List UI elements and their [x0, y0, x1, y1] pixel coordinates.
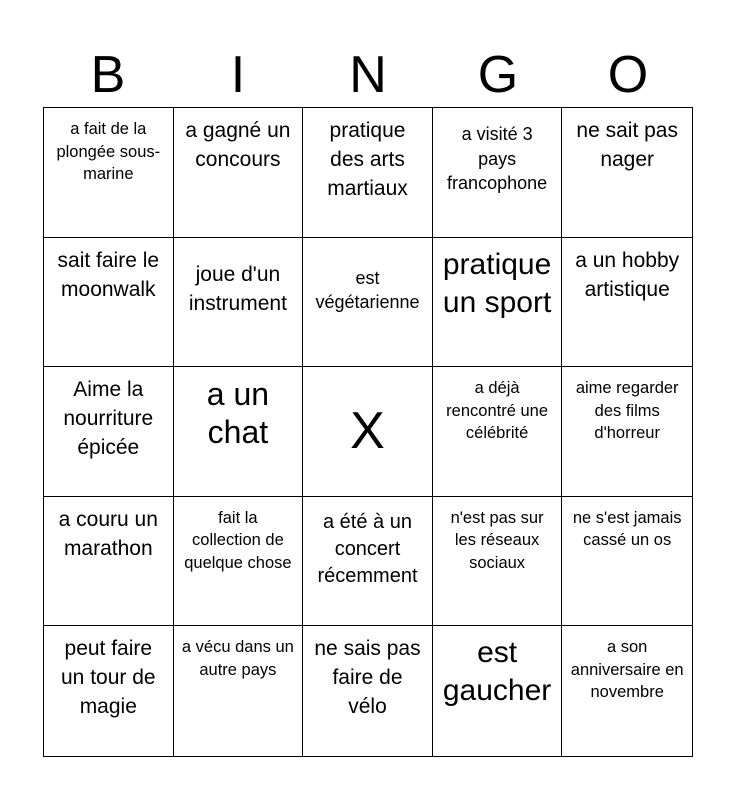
bingo-cell-r3-c4[interactable]: [433, 367, 563, 497]
bingo-cell-r5-c5[interactable]: [562, 626, 692, 756]
bingo-board: [43, 107, 693, 757]
cell-label: a vécu dans un autre pays: [181, 638, 294, 679]
bingo-header: [43, 44, 693, 106]
cell-label: peut faire un tour de magie: [61, 637, 156, 719]
bingo-cell-r1-c5[interactable]: [562, 108, 692, 238]
cell-label: fait la collection de quelque chose: [184, 508, 292, 572]
bingo-cell-r4-c4[interactable]: [433, 497, 563, 627]
cell-label: ne sait pas nager: [576, 119, 678, 171]
bingo-cell-r5-c4[interactable]: [433, 626, 563, 756]
bingo-cell-r5-c3[interactable]: [303, 626, 433, 756]
cell-label: aime regarder des films d'horreur: [575, 379, 679, 443]
bingo-cell-r4-c2[interactable]: [174, 497, 304, 627]
header-letter-b: B: [90, 46, 126, 104]
bingo-cell-r1-c1[interactable]: [44, 108, 174, 238]
cell-label: est végétarienne: [315, 267, 420, 313]
cell-label: ne s'est jamais cassé un os: [572, 508, 682, 550]
bingo-cell-r3-c2[interactable]: [174, 367, 304, 497]
cell-label: Aime la nourriture épicée: [63, 378, 154, 460]
bingo-cell-r4-c3[interactable]: [303, 497, 433, 627]
bingo-cell-r4-c1[interactable]: [44, 497, 174, 627]
bingo-cell-r4-c5[interactable]: [562, 497, 692, 627]
bingo-cell-r1-c4[interactable]: [433, 108, 563, 238]
cell-label: a couru un marathon: [58, 507, 158, 560]
cell-label: n'est pas sur les réseaux sociaux: [450, 508, 544, 572]
header-letter-n: N: [349, 46, 387, 104]
bingo-cell-r2-c4[interactable]: [433, 238, 563, 368]
header-letter-g: G: [477, 46, 519, 104]
cell-label: joue d'un instrument: [188, 262, 287, 315]
bingo-cell-r5-c2[interactable]: [174, 626, 304, 756]
cell-label: pratique un sport: [442, 247, 552, 319]
cell-label: a gagné un concours: [185, 119, 291, 171]
cell-label: pratique des arts martiaux: [327, 119, 408, 200]
bingo-cell-r2-c1[interactable]: [44, 238, 174, 368]
header-letter-o: O: [607, 46, 649, 104]
bingo-cell-r2-c3[interactable]: [303, 238, 433, 368]
bingo-cell-r1-c3[interactable]: [303, 108, 433, 238]
bingo-cell-r3-c5[interactable]: [562, 367, 692, 497]
cell-label: a fait de la plongée sous-marine: [56, 120, 161, 183]
header-letter-i: I: [230, 46, 246, 104]
cell-label: a un chat: [206, 376, 270, 451]
bingo-cell-r2-c5[interactable]: [562, 238, 692, 368]
cell-label: sait faire le moonwalk: [57, 248, 160, 301]
cell-label: a un hobby artistique: [575, 248, 680, 301]
cell-label: a visité 3 pays francophone: [447, 124, 548, 193]
bingo-cell-r1-c2[interactable]: [174, 108, 304, 238]
cell-label: est gaucher: [442, 636, 552, 708]
cell-label: ne sais pas faire de vélo: [314, 637, 421, 719]
free-space-cell[interactable]: [303, 367, 433, 497]
cell-label: a son anniversaire en novembre: [570, 638, 684, 702]
bingo-cell-r3-c1[interactable]: [44, 367, 174, 497]
bingo-cell-r2-c2[interactable]: [174, 238, 304, 368]
free-space-mark: X: [350, 402, 385, 461]
bingo-cell-r5-c1[interactable]: [44, 626, 174, 756]
cell-label: a été à un concert récemment: [317, 510, 418, 587]
cell-label: a déjà rencontré une célébrité: [446, 379, 548, 443]
